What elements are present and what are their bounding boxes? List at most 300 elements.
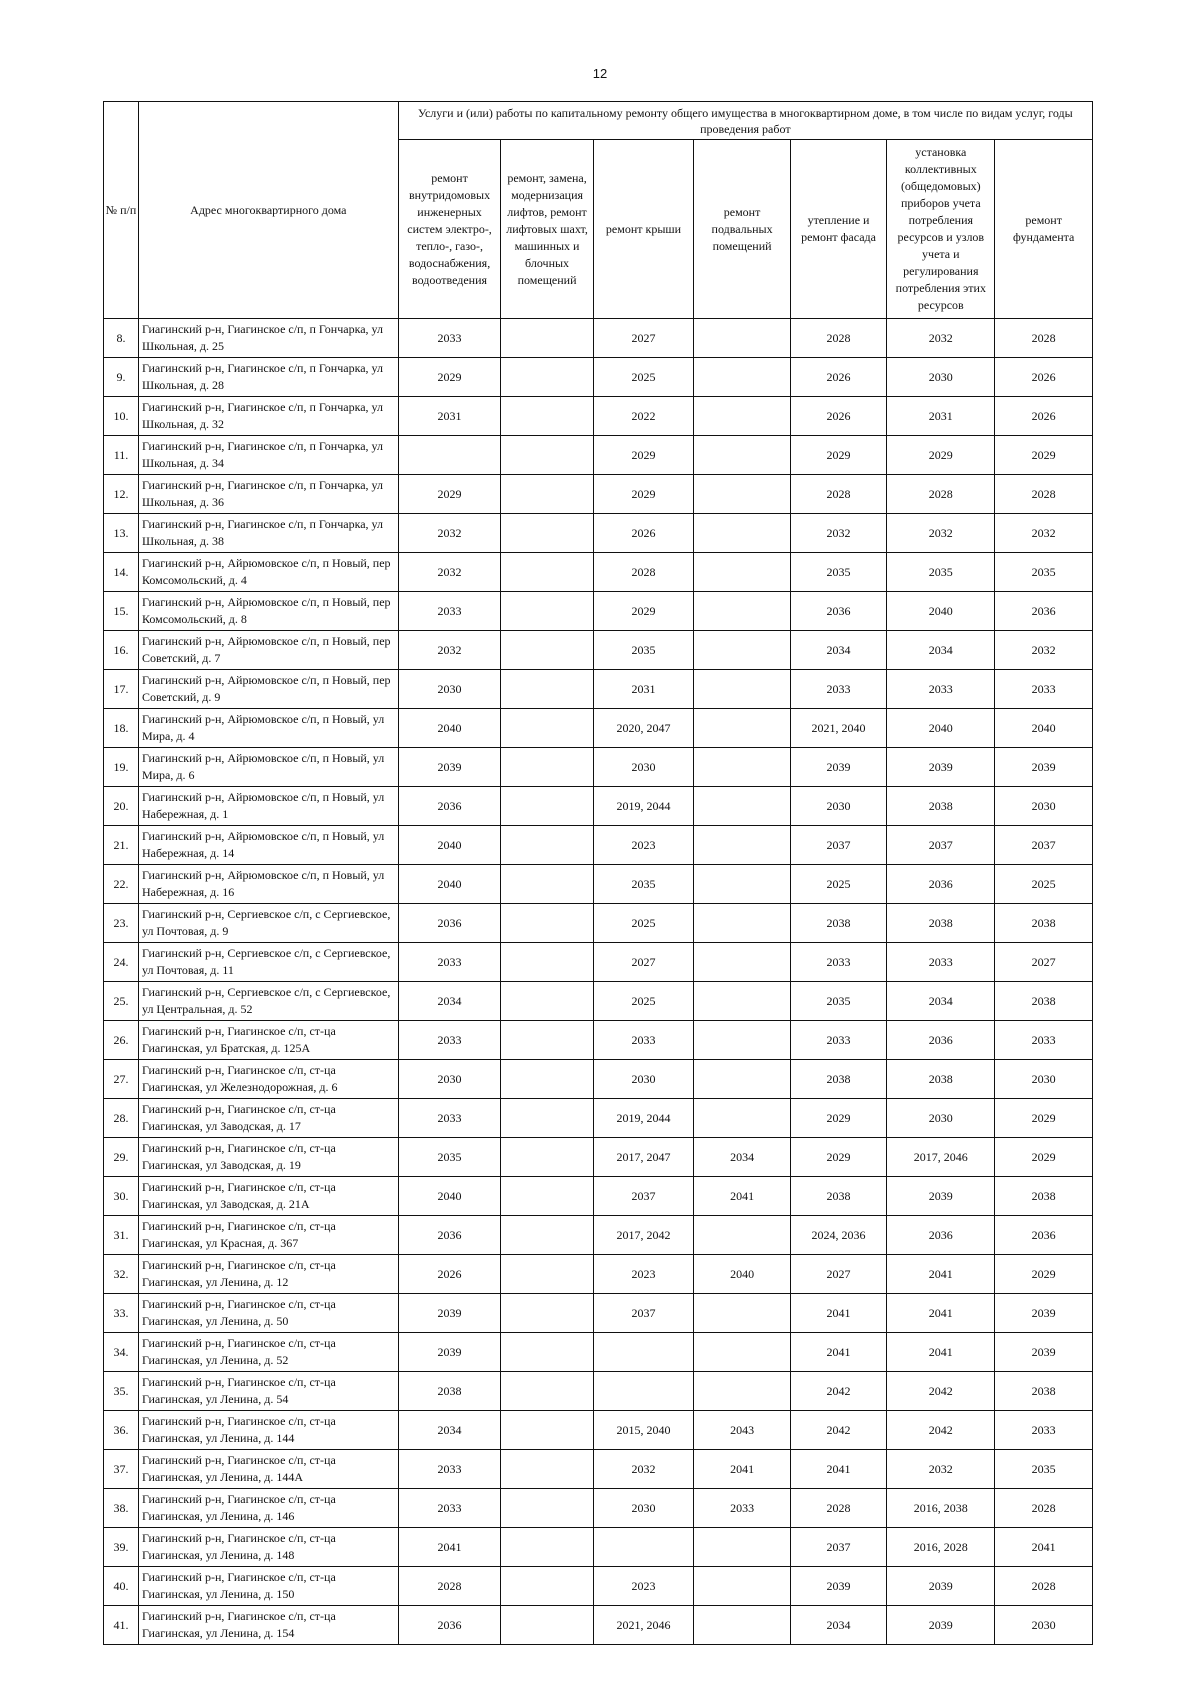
header-basement: ремонт подвальных помещений bbox=[694, 140, 790, 319]
cell-engineering-systems: 2032 bbox=[398, 553, 501, 592]
row-address: Гиагинский р-н, Айрюмовское с/п, п Новый, пер Комсомольский, д. 4 bbox=[138, 553, 398, 592]
cell-metering: 2029 bbox=[887, 436, 995, 475]
cell-basement bbox=[694, 865, 790, 904]
cell-facade: 2038 bbox=[790, 904, 886, 943]
cell-metering: 2033 bbox=[887, 943, 995, 982]
table-row bbox=[104, 1021, 1093, 1060]
cell-elevators bbox=[501, 358, 593, 397]
cell-basement bbox=[694, 592, 790, 631]
row-address: Гиагинский р-н, Гиагинское с/п, п Гончарка, ул Школьная, д. 25 bbox=[138, 319, 398, 358]
table-row bbox=[104, 475, 1093, 514]
cell-foundation: 2038 bbox=[995, 1177, 1093, 1216]
cell-facade: 2034 bbox=[790, 631, 886, 670]
cell-roof: 2026 bbox=[593, 514, 694, 553]
cell-facade: 2021, 2040 bbox=[790, 709, 886, 748]
cell-engineering-systems: 2033 bbox=[398, 1021, 501, 1060]
row-number: 13. bbox=[104, 514, 139, 553]
cell-engineering-systems: 2033 bbox=[398, 1450, 501, 1489]
cell-facade: 2028 bbox=[790, 319, 886, 358]
cell-elevators bbox=[501, 1216, 593, 1255]
row-number: 24. bbox=[104, 943, 139, 982]
cell-metering: 2036 bbox=[887, 865, 995, 904]
cell-foundation: 2030 bbox=[995, 787, 1093, 826]
cell-engineering-systems: 2028 bbox=[398, 1567, 501, 1606]
cell-foundation: 2033 bbox=[995, 1411, 1093, 1450]
row-number: 14. bbox=[104, 553, 139, 592]
row-number: 15. bbox=[104, 592, 139, 631]
row-number: 39. bbox=[104, 1528, 139, 1567]
table-row bbox=[104, 592, 1093, 631]
cell-facade: 2026 bbox=[790, 397, 886, 436]
cell-facade: 2041 bbox=[790, 1333, 886, 1372]
cell-basement bbox=[694, 1060, 790, 1099]
cell-metering: 2038 bbox=[887, 1060, 995, 1099]
cell-foundation: 2041 bbox=[995, 1528, 1093, 1567]
cell-elevators bbox=[501, 1411, 593, 1450]
cell-elevators bbox=[501, 826, 593, 865]
table-row bbox=[104, 943, 1093, 982]
row-address: Гиагинский р-н, Гиагинское с/п, п Гончарка, ул Школьная, д. 32 bbox=[138, 397, 398, 436]
cell-metering: 2032 bbox=[887, 514, 995, 553]
row-number: 33. bbox=[104, 1294, 139, 1333]
cell-roof: 2020, 2047 bbox=[593, 709, 694, 748]
table-row bbox=[104, 553, 1093, 592]
table-row bbox=[104, 904, 1093, 943]
cell-metering: 2032 bbox=[887, 1450, 995, 1489]
row-number: 31. bbox=[104, 1216, 139, 1255]
cell-roof: 2030 bbox=[593, 1060, 694, 1099]
cell-engineering-systems: 2039 bbox=[398, 1333, 501, 1372]
cell-roof: 2027 bbox=[593, 319, 694, 358]
row-address: Гиагинский р-н, Айрюмовское с/п, п Новый, ул Набережная, д. 1 bbox=[138, 787, 398, 826]
cell-roof bbox=[593, 1333, 694, 1372]
row-address: Гиагинский р-н, Гиагинское с/п, ст-ца Гиагинская, ул Ленина, д. 54 bbox=[138, 1372, 398, 1411]
cell-engineering-systems: 2033 bbox=[398, 1489, 501, 1528]
row-number: 27. bbox=[104, 1060, 139, 1099]
cell-facade: 2033 bbox=[790, 1021, 886, 1060]
cell-roof: 2021, 2046 bbox=[593, 1606, 694, 1645]
cell-metering: 2033 bbox=[887, 670, 995, 709]
cell-metering: 2030 bbox=[887, 358, 995, 397]
cell-metering: 2041 bbox=[887, 1333, 995, 1372]
cell-metering: 2036 bbox=[887, 1216, 995, 1255]
cell-roof: 2019, 2044 bbox=[593, 787, 694, 826]
cell-elevators bbox=[501, 1021, 593, 1060]
cell-elevators bbox=[501, 631, 593, 670]
cell-basement: 2043 bbox=[694, 1411, 790, 1450]
table-row bbox=[104, 1606, 1093, 1645]
cell-engineering-systems: 2040 bbox=[398, 709, 501, 748]
row-address: Гиагинский р-н, Айрюмовское с/п, п Новый, пер Советский, д. 7 bbox=[138, 631, 398, 670]
cell-facade: 2037 bbox=[790, 826, 886, 865]
cell-metering: 2038 bbox=[887, 787, 995, 826]
cell-engineering-systems: 2036 bbox=[398, 787, 501, 826]
cell-engineering-systems: 2026 bbox=[398, 1255, 501, 1294]
cell-roof: 2015, 2040 bbox=[593, 1411, 694, 1450]
cell-foundation: 2030 bbox=[995, 1060, 1093, 1099]
cell-basement: 2033 bbox=[694, 1489, 790, 1528]
row-number: 16. bbox=[104, 631, 139, 670]
cell-metering: 2031 bbox=[887, 397, 995, 436]
cell-facade: 2025 bbox=[790, 865, 886, 904]
cell-roof: 2030 bbox=[593, 748, 694, 787]
cell-foundation: 2028 bbox=[995, 475, 1093, 514]
cell-foundation: 2039 bbox=[995, 1333, 1093, 1372]
cell-facade: 2033 bbox=[790, 943, 886, 982]
cell-metering: 2042 bbox=[887, 1372, 995, 1411]
header-row-top bbox=[104, 102, 1093, 140]
cell-foundation: 2035 bbox=[995, 1450, 1093, 1489]
cell-foundation: 2032 bbox=[995, 514, 1093, 553]
cell-facade: 2027 bbox=[790, 1255, 886, 1294]
row-number: 10. bbox=[104, 397, 139, 436]
cell-facade: 2039 bbox=[790, 748, 886, 787]
row-address: Гиагинский р-н, Гиагинское с/п, п Гончарка, ул Школьная, д. 38 bbox=[138, 514, 398, 553]
cell-foundation: 2040 bbox=[995, 709, 1093, 748]
row-address: Гиагинский р-н, Гиагинское с/п, ст-ца Гиагинская, ул Ленина, д. 154 bbox=[138, 1606, 398, 1645]
cell-basement bbox=[694, 1294, 790, 1333]
cell-engineering-systems: 2031 bbox=[398, 397, 501, 436]
cell-basement bbox=[694, 397, 790, 436]
table-row bbox=[104, 514, 1093, 553]
cell-roof: 2025 bbox=[593, 358, 694, 397]
cell-elevators bbox=[501, 865, 593, 904]
cell-basement bbox=[694, 1216, 790, 1255]
cell-basement: 2040 bbox=[694, 1255, 790, 1294]
table-row bbox=[104, 436, 1093, 475]
cell-basement bbox=[694, 982, 790, 1021]
row-address: Гиагинский р-н, Айрюмовское с/п, п Новый, ул Набережная, д. 16 bbox=[138, 865, 398, 904]
cell-metering: 2017, 2046 bbox=[887, 1138, 995, 1177]
table-row bbox=[104, 1411, 1093, 1450]
cell-elevators bbox=[501, 319, 593, 358]
cell-engineering-systems: 2030 bbox=[398, 670, 501, 709]
table-row bbox=[104, 631, 1093, 670]
row-address: Гиагинский р-н, Гиагинское с/п, ст-ца Гиагинская, ул Ленина, д. 12 bbox=[138, 1255, 398, 1294]
row-number: 38. bbox=[104, 1489, 139, 1528]
cell-roof bbox=[593, 1372, 694, 1411]
cell-basement bbox=[694, 358, 790, 397]
row-number: 40. bbox=[104, 1567, 139, 1606]
cell-metering: 2032 bbox=[887, 319, 995, 358]
cell-metering: 2039 bbox=[887, 1177, 995, 1216]
cell-elevators bbox=[501, 1294, 593, 1333]
cell-metering: 2037 bbox=[887, 826, 995, 865]
row-address: Гиагинский р-н, Гиагинское с/п, ст-ца Гиагинская, ул Ленина, д. 150 bbox=[138, 1567, 398, 1606]
row-address: Гиагинский р-н, Сергиевское с/п, с Сергиевское, ул Почтовая, д. 9 bbox=[138, 904, 398, 943]
header-roof: ремонт крыши bbox=[593, 140, 694, 319]
cell-foundation: 2032 bbox=[995, 631, 1093, 670]
cell-facade: 2041 bbox=[790, 1294, 886, 1333]
cell-roof: 2023 bbox=[593, 826, 694, 865]
cell-elevators bbox=[501, 904, 593, 943]
cell-basement: 2041 bbox=[694, 1177, 790, 1216]
cell-facade: 2029 bbox=[790, 1099, 886, 1138]
cell-elevators bbox=[501, 1528, 593, 1567]
cell-basement bbox=[694, 748, 790, 787]
cell-facade: 2037 bbox=[790, 1528, 886, 1567]
cell-facade: 2034 bbox=[790, 1606, 886, 1645]
cell-basement bbox=[694, 514, 790, 553]
cell-roof: 2031 bbox=[593, 670, 694, 709]
cell-basement: 2034 bbox=[694, 1138, 790, 1177]
header-metering: установка коллективных (общедомовых) приборов учета потребления ресурсов и узлов учета и регулирования потребления этих ресурсов bbox=[887, 140, 995, 319]
cell-metering: 2039 bbox=[887, 1606, 995, 1645]
cell-elevators bbox=[501, 1489, 593, 1528]
row-number: 12. bbox=[104, 475, 139, 514]
row-number: 32. bbox=[104, 1255, 139, 1294]
table-body bbox=[104, 319, 1093, 1645]
table-row bbox=[104, 748, 1093, 787]
cell-metering: 2035 bbox=[887, 553, 995, 592]
table-row bbox=[104, 1450, 1093, 1489]
cell-elevators bbox=[501, 1333, 593, 1372]
cell-basement bbox=[694, 1099, 790, 1138]
table-row bbox=[104, 1216, 1093, 1255]
row-number: 18. bbox=[104, 709, 139, 748]
row-address: Гиагинский р-н, Айрюмовское с/п, п Новый, ул Мира, д. 6 bbox=[138, 748, 398, 787]
cell-foundation: 2029 bbox=[995, 1099, 1093, 1138]
cell-foundation: 2028 bbox=[995, 319, 1093, 358]
row-number: 35. bbox=[104, 1372, 139, 1411]
row-address: Гиагинский р-н, Гиагинское с/п, ст-ца Гиагинская, ул Заводская, д. 21А bbox=[138, 1177, 398, 1216]
table-row bbox=[104, 397, 1093, 436]
capital-repair-table bbox=[103, 101, 1093, 1645]
cell-roof: 2029 bbox=[593, 475, 694, 514]
cell-foundation: 2033 bbox=[995, 1021, 1093, 1060]
cell-elevators bbox=[501, 1138, 593, 1177]
cell-elevators bbox=[501, 436, 593, 475]
table-row bbox=[104, 1099, 1093, 1138]
cell-foundation: 2038 bbox=[995, 982, 1093, 1021]
row-number: 19. bbox=[104, 748, 139, 787]
cell-basement bbox=[694, 475, 790, 514]
table-row bbox=[104, 787, 1093, 826]
cell-basement bbox=[694, 553, 790, 592]
cell-elevators bbox=[501, 553, 593, 592]
cell-engineering-systems: 2030 bbox=[398, 1060, 501, 1099]
cell-basement bbox=[694, 709, 790, 748]
cell-elevators bbox=[501, 670, 593, 709]
cell-roof: 2025 bbox=[593, 904, 694, 943]
cell-facade: 2032 bbox=[790, 514, 886, 553]
cell-engineering-systems: 2034 bbox=[398, 982, 501, 1021]
cell-elevators bbox=[501, 1177, 593, 1216]
cell-metering: 2016, 2038 bbox=[887, 1489, 995, 1528]
cell-facade: 2038 bbox=[790, 1060, 886, 1099]
cell-roof: 2017, 2042 bbox=[593, 1216, 694, 1255]
cell-foundation: 2027 bbox=[995, 943, 1093, 982]
header-elevators: ремонт, замена, модернизация лифтов, ремонт лифтовых шахт, машинных и блочных помещений bbox=[501, 140, 593, 319]
cell-basement bbox=[694, 904, 790, 943]
cell-facade: 2029 bbox=[790, 1138, 886, 1177]
cell-elevators bbox=[501, 943, 593, 982]
table-row bbox=[104, 358, 1093, 397]
cell-roof: 2019, 2044 bbox=[593, 1099, 694, 1138]
cell-basement bbox=[694, 1372, 790, 1411]
cell-metering: 2039 bbox=[887, 1567, 995, 1606]
cell-facade: 2029 bbox=[790, 436, 886, 475]
cell-basement bbox=[694, 670, 790, 709]
cell-metering: 2042 bbox=[887, 1411, 995, 1450]
table-row bbox=[104, 1489, 1093, 1528]
cell-elevators bbox=[501, 1567, 593, 1606]
cell-metering: 2034 bbox=[887, 982, 995, 1021]
cell-elevators bbox=[501, 1099, 593, 1138]
cell-foundation: 2033 bbox=[995, 670, 1093, 709]
row-address: Гиагинский р-н, Гиагинское с/п, ст-ца Гиагинская, ул Ленина, д. 148 bbox=[138, 1528, 398, 1567]
table-row bbox=[104, 1255, 1093, 1294]
cell-elevators bbox=[501, 1060, 593, 1099]
cell-roof: 2027 bbox=[593, 943, 694, 982]
cell-roof: 2017, 2047 bbox=[593, 1138, 694, 1177]
cell-engineering-systems: 2038 bbox=[398, 1372, 501, 1411]
row-number: 30. bbox=[104, 1177, 139, 1216]
cell-foundation: 2029 bbox=[995, 1255, 1093, 1294]
cell-engineering-systems: 2033 bbox=[398, 319, 501, 358]
row-address: Гиагинский р-н, Гиагинское с/п, п Гончарка, ул Школьная, д. 34 bbox=[138, 436, 398, 475]
row-number: 23. bbox=[104, 904, 139, 943]
cell-elevators bbox=[501, 514, 593, 553]
cell-basement bbox=[694, 436, 790, 475]
cell-metering: 2016, 2028 bbox=[887, 1528, 995, 1567]
cell-foundation: 2038 bbox=[995, 1372, 1093, 1411]
cell-metering: 2041 bbox=[887, 1294, 995, 1333]
cell-metering: 2041 bbox=[887, 1255, 995, 1294]
cell-facade: 2038 bbox=[790, 1177, 886, 1216]
cell-elevators bbox=[501, 748, 593, 787]
cell-foundation: 2029 bbox=[995, 436, 1093, 475]
row-address: Гиагинский р-н, Айрюмовское с/п, п Новый, пер Комсомольский, д. 8 bbox=[138, 592, 398, 631]
cell-basement bbox=[694, 1333, 790, 1372]
row-number: 20. bbox=[104, 787, 139, 826]
row-address: Гиагинский р-н, Гиагинское с/п, п Гончарка, ул Школьная, д. 36 bbox=[138, 475, 398, 514]
row-address: Гиагинский р-н, Гиагинское с/п, ст-ца Гиагинская, ул Ленина, д. 144А bbox=[138, 1450, 398, 1489]
table-row bbox=[104, 1333, 1093, 1372]
cell-roof: 2033 bbox=[593, 1021, 694, 1060]
row-number: 22. bbox=[104, 865, 139, 904]
header-facade: утепление и ремонт фасада bbox=[790, 140, 886, 319]
cell-basement: 2041 bbox=[694, 1450, 790, 1489]
row-number: 28. bbox=[104, 1099, 139, 1138]
cell-elevators bbox=[501, 1450, 593, 1489]
cell-basement bbox=[694, 1021, 790, 1060]
cell-engineering-systems: 2033 bbox=[398, 592, 501, 631]
cell-engineering-systems: 2034 bbox=[398, 1411, 501, 1450]
cell-basement bbox=[694, 826, 790, 865]
cell-foundation: 2028 bbox=[995, 1489, 1093, 1528]
cell-facade: 2033 bbox=[790, 670, 886, 709]
cell-roof: 2023 bbox=[593, 1567, 694, 1606]
page-number: 12 bbox=[592, 66, 608, 81]
row-number: 17. bbox=[104, 670, 139, 709]
table-row bbox=[104, 1177, 1093, 1216]
row-number: 8. bbox=[104, 319, 139, 358]
cell-metering: 2039 bbox=[887, 748, 995, 787]
cell-facade: 2042 bbox=[790, 1372, 886, 1411]
cell-engineering-systems: 2033 bbox=[398, 1099, 501, 1138]
cell-facade: 2030 bbox=[790, 787, 886, 826]
header-foundation: ремонт фундамента bbox=[995, 140, 1093, 319]
cell-engineering-systems: 2036 bbox=[398, 904, 501, 943]
cell-foundation: 2035 bbox=[995, 553, 1093, 592]
cell-facade: 2028 bbox=[790, 475, 886, 514]
cell-metering: 2040 bbox=[887, 709, 995, 748]
cell-foundation: 2028 bbox=[995, 1567, 1093, 1606]
cell-basement bbox=[694, 319, 790, 358]
cell-facade: 2041 bbox=[790, 1450, 886, 1489]
cell-basement bbox=[694, 631, 790, 670]
cell-engineering-systems: 2029 bbox=[398, 358, 501, 397]
cell-metering: 2028 bbox=[887, 475, 995, 514]
cell-basement bbox=[694, 787, 790, 826]
cell-engineering-systems bbox=[398, 436, 501, 475]
table-row bbox=[104, 1138, 1093, 1177]
header-engineering-systems: ремонт внутридомовых инженерных систем электро-, тепло-, газо-, водоснабжения, водоотведения bbox=[398, 140, 501, 319]
cell-roof bbox=[593, 1528, 694, 1567]
row-address: Гиагинский р-н, Гиагинское с/п, ст-ца Гиагинская, ул Ленина, д. 144 bbox=[138, 1411, 398, 1450]
row-number: 26. bbox=[104, 1021, 139, 1060]
row-number: 9. bbox=[104, 358, 139, 397]
cell-foundation: 2036 bbox=[995, 1216, 1093, 1255]
row-address: Гиагинский р-н, Гиагинское с/п, ст-ца Гиагинская, ул Ленина, д. 146 bbox=[138, 1489, 398, 1528]
row-number: 36. bbox=[104, 1411, 139, 1450]
row-number: 34. bbox=[104, 1333, 139, 1372]
cell-engineering-systems: 2041 bbox=[398, 1528, 501, 1567]
cell-engineering-systems: 2039 bbox=[398, 1294, 501, 1333]
table-row bbox=[104, 1567, 1093, 1606]
cell-elevators bbox=[501, 787, 593, 826]
table-row bbox=[104, 865, 1093, 904]
cell-metering: 2036 bbox=[887, 1021, 995, 1060]
cell-facade: 2036 bbox=[790, 592, 886, 631]
row-address: Гиагинский р-н, Сергиевское с/п, с Сергиевское, ул Почтовая, д. 11 bbox=[138, 943, 398, 982]
row-address: Гиагинский р-н, Айрюмовское с/п, п Новый, ул Набережная, д. 14 bbox=[138, 826, 398, 865]
cell-engineering-systems: 2036 bbox=[398, 1606, 501, 1645]
table-row bbox=[104, 1294, 1093, 1333]
cell-basement bbox=[694, 1567, 790, 1606]
row-number: 25. bbox=[104, 982, 139, 1021]
row-number: 29. bbox=[104, 1138, 139, 1177]
cell-roof: 2023 bbox=[593, 1255, 694, 1294]
cell-metering: 2030 bbox=[887, 1099, 995, 1138]
table-row bbox=[104, 319, 1093, 358]
cell-foundation: 2029 bbox=[995, 1138, 1093, 1177]
cell-foundation: 2037 bbox=[995, 826, 1093, 865]
table-row bbox=[104, 982, 1093, 1021]
cell-foundation: 2039 bbox=[995, 1294, 1093, 1333]
cell-engineering-systems: 2029 bbox=[398, 475, 501, 514]
cell-elevators bbox=[501, 592, 593, 631]
row-address: Гиагинский р-н, Сергиевское с/п, с Сергиевское, ул Центральная, д. 52 bbox=[138, 982, 398, 1021]
cell-roof: 2029 bbox=[593, 436, 694, 475]
row-address: Гиагинский р-н, Гиагинское с/п, ст-ца Гиагинская, ул Железнодорожная, д. 6 bbox=[138, 1060, 398, 1099]
cell-elevators bbox=[501, 1372, 593, 1411]
cell-facade: 2026 bbox=[790, 358, 886, 397]
cell-metering: 2040 bbox=[887, 592, 995, 631]
cell-roof: 2037 bbox=[593, 1177, 694, 1216]
row-address: Гиагинский р-н, Гиагинское с/п, ст-ца Гиагинская, ул Ленина, д. 50 bbox=[138, 1294, 398, 1333]
cell-engineering-systems: 2036 bbox=[398, 1216, 501, 1255]
row-address: Гиагинский р-н, Гиагинское с/п, ст-ца Гиагинская, ул Заводская, д. 19 bbox=[138, 1138, 398, 1177]
cell-roof: 2032 bbox=[593, 1450, 694, 1489]
cell-foundation: 2030 bbox=[995, 1606, 1093, 1645]
cell-facade: 2035 bbox=[790, 982, 886, 1021]
cell-basement bbox=[694, 1528, 790, 1567]
cell-roof: 2025 bbox=[593, 982, 694, 1021]
cell-roof: 2029 bbox=[593, 592, 694, 631]
cell-metering: 2034 bbox=[887, 631, 995, 670]
